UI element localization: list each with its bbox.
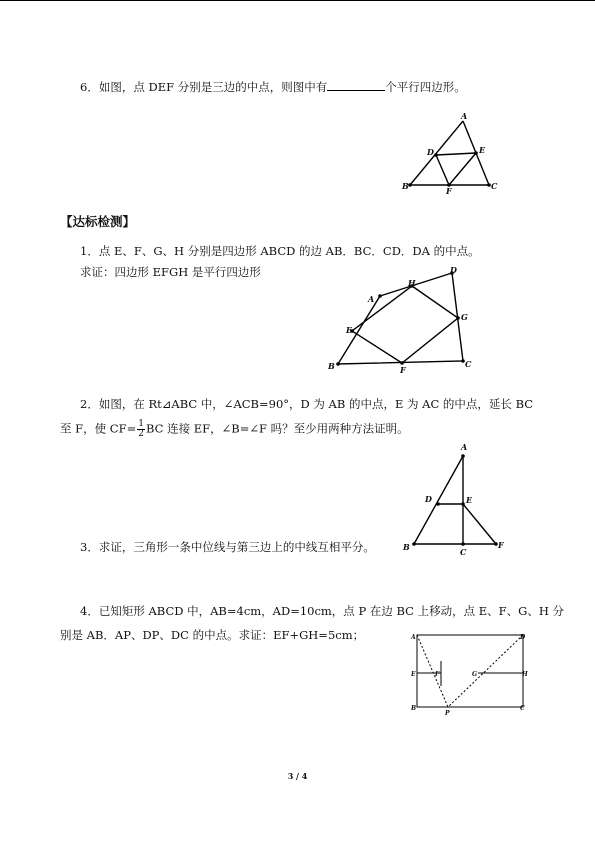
p4-label-G: G xyxy=(472,671,478,678)
p2-label-E: E xyxy=(466,495,473,505)
p2-fraction-denominator: 2 xyxy=(138,429,144,439)
p2-label-C: C xyxy=(460,547,467,557)
q6-label-B: B xyxy=(402,181,409,191)
p1-label-H: H xyxy=(408,278,416,288)
q6-text-post: 个平行四边形。 xyxy=(385,80,466,94)
p4-label-B: B xyxy=(411,705,417,712)
p4-label-E: E xyxy=(411,671,416,678)
p1-quadrilateral-figure xyxy=(326,264,476,374)
q6-label-C: C xyxy=(491,181,498,191)
p2-line2-post: BC 连接 EF，∠B=∠F 吗？至少用两种方法证明。 xyxy=(145,421,409,436)
p4-label-C: C xyxy=(520,705,525,712)
q6-label-E: E xyxy=(479,145,486,155)
q6-label-F: F xyxy=(446,186,452,196)
p4-label-P: P xyxy=(445,710,450,717)
q6-label-A: A xyxy=(461,111,468,121)
p2-label-F: F xyxy=(498,540,504,550)
p4-line1: 4．已知矩形 ABCD 中，AB=4cm，AD=10cm，点 P 在边 BC 上移动，点 E、F、G、H 分 xyxy=(80,604,565,618)
q6-answer-blank xyxy=(327,80,385,91)
p4-rectangle-figure xyxy=(408,628,538,718)
p1-line1: 1．点 E、F、G、H 分别是四边形 ABCD 的边 AB．BC．CD．DA 的中点。 xyxy=(80,244,480,258)
q6-text xyxy=(80,80,466,94)
page-number: 3 / 4 xyxy=(287,771,308,781)
q6-triangle-figure xyxy=(398,112,508,202)
q6-label-D: D xyxy=(427,147,434,157)
p1-label-D: D xyxy=(450,265,457,275)
page-top-rule xyxy=(0,0,595,1)
p2-line2-pre: 至 F，使 CF= xyxy=(60,421,137,436)
p1-label-E: E xyxy=(346,325,353,335)
p2-fraction-numerator: 1 xyxy=(138,419,144,429)
p4-label-A: A xyxy=(411,634,416,641)
p2-fraction xyxy=(137,420,145,439)
p2-line1: 2．如图，在 Rt⊿ABC 中，∠ACB=90°，D 为 AB 的中点，E 为 AC 的中点，延长 BC xyxy=(80,397,534,411)
p4-label-D: D xyxy=(520,634,526,641)
p2-line2 xyxy=(60,420,409,439)
p4-label-H: H xyxy=(522,671,528,678)
q6-text-pre: 6．如图，点 DEF 分别是三边的中点，则图中有 xyxy=(80,80,328,94)
p1-label-F: F xyxy=(400,365,406,375)
p1-label-A: A xyxy=(368,294,375,304)
p2-label-A: A xyxy=(461,442,468,452)
p4-line2: 别是 AB．AP、DP、DC 的中点。求证：EF+GH=5cm； xyxy=(60,628,365,642)
p3-line1: 3．求证，三角形一条中位线与第三边上的中线互相平分。 xyxy=(80,540,375,554)
p4-label-F: F xyxy=(435,671,440,678)
p2-label-B: B xyxy=(403,542,410,552)
p2-right-triangle-figure xyxy=(398,440,518,555)
p1-label-G: G xyxy=(461,312,468,322)
p1-label-B: B xyxy=(328,361,335,371)
section-title: 【达标检测】 xyxy=(60,214,136,229)
p1-label-C: C xyxy=(465,359,472,369)
p1-line2: 求证：四边形 EFGH 是平行四边形 xyxy=(80,265,261,279)
p2-label-D: D xyxy=(425,494,432,504)
